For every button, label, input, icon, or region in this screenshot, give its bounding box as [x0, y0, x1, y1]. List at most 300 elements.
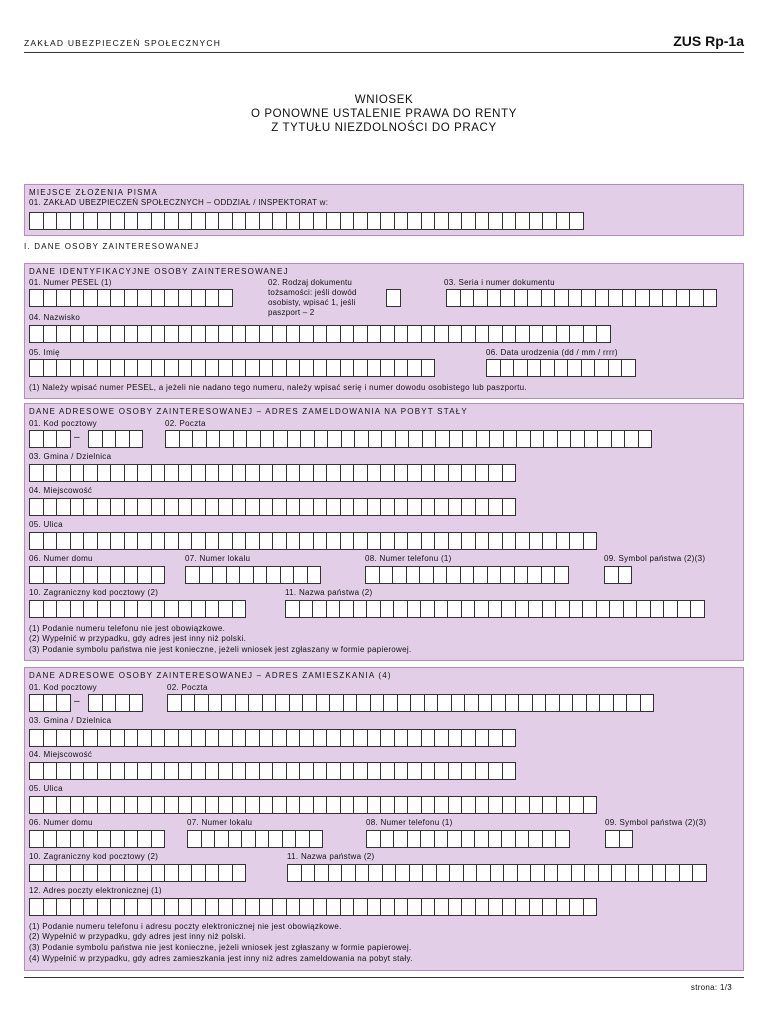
- char-box[interactable]: [56, 498, 71, 516]
- char-box[interactable]: [181, 694, 196, 712]
- char-box[interactable]: [368, 864, 383, 882]
- char-box[interactable]: [488, 898, 503, 916]
- char-box[interactable]: [690, 600, 705, 618]
- char-box[interactable]: [178, 325, 193, 343]
- char-box[interactable]: [151, 864, 166, 882]
- char-box[interactable]: [542, 796, 557, 814]
- char-box[interactable]: [56, 762, 71, 780]
- char-box[interactable]: [313, 898, 328, 916]
- char-box[interactable]: [83, 898, 98, 916]
- char-box[interactable]: [164, 498, 179, 516]
- char-box[interactable]: [137, 532, 152, 550]
- char-box[interactable]: [316, 694, 331, 712]
- char-box[interactable]: [393, 830, 408, 848]
- char-box[interactable]: [327, 430, 342, 448]
- char-box[interactable]: [286, 464, 301, 482]
- char-box[interactable]: [473, 289, 488, 307]
- char-box[interactable]: [124, 464, 139, 482]
- char-box[interactable]: [515, 325, 530, 343]
- char-box[interactable]: [43, 729, 58, 747]
- char-box[interactable]: [56, 325, 71, 343]
- char-box[interactable]: [299, 325, 314, 343]
- char-box[interactable]: [635, 289, 650, 307]
- char-box[interactable]: [502, 898, 517, 916]
- char-box[interactable]: [255, 830, 270, 848]
- char-box[interactable]: [205, 212, 220, 230]
- char-box[interactable]: [219, 430, 234, 448]
- addr2-country-name-input[interactable]: [287, 864, 706, 882]
- char-box[interactable]: [151, 359, 166, 377]
- char-box[interactable]: [70, 600, 85, 618]
- char-box[interactable]: [110, 532, 125, 550]
- place-field-input[interactable]: [29, 212, 583, 230]
- char-box[interactable]: [583, 532, 598, 550]
- char-box[interactable]: [272, 325, 287, 343]
- char-box[interactable]: [83, 359, 98, 377]
- char-box[interactable]: [488, 498, 503, 516]
- char-box[interactable]: [97, 212, 112, 230]
- char-box[interactable]: [191, 464, 206, 482]
- char-box[interactable]: [340, 359, 355, 377]
- addr1-phone-input[interactable]: [365, 566, 568, 584]
- char-box[interactable]: [233, 430, 248, 448]
- char-box[interactable]: [56, 898, 71, 916]
- char-box[interactable]: [527, 289, 542, 307]
- char-box[interactable]: [29, 600, 44, 618]
- char-box[interactable]: [214, 830, 229, 848]
- char-box[interactable]: [604, 566, 619, 584]
- char-box[interactable]: [461, 600, 476, 618]
- char-box[interactable]: [408, 430, 423, 448]
- char-box[interactable]: [164, 359, 179, 377]
- char-box[interactable]: [226, 566, 241, 584]
- char-box[interactable]: [307, 566, 322, 584]
- char-box[interactable]: [407, 212, 422, 230]
- char-box[interactable]: [622, 289, 637, 307]
- char-box[interactable]: [554, 359, 569, 377]
- char-box[interactable]: [461, 532, 476, 550]
- char-box[interactable]: [582, 600, 597, 618]
- char-box[interactable]: [178, 864, 193, 882]
- char-box[interactable]: [164, 464, 179, 482]
- char-box[interactable]: [191, 498, 206, 516]
- char-box[interactable]: [191, 359, 206, 377]
- char-box[interactable]: [83, 566, 98, 584]
- char-box[interactable]: [218, 325, 233, 343]
- char-box[interactable]: [353, 325, 368, 343]
- char-box[interactable]: [556, 325, 571, 343]
- char-box[interactable]: [530, 430, 545, 448]
- char-box[interactable]: [340, 498, 355, 516]
- char-box[interactable]: [326, 729, 341, 747]
- char-box[interactable]: [29, 359, 44, 377]
- char-box[interactable]: [70, 212, 85, 230]
- char-box[interactable]: [570, 430, 585, 448]
- char-box[interactable]: [245, 359, 260, 377]
- pesel-input[interactable]: [29, 289, 232, 307]
- char-box[interactable]: [272, 212, 287, 230]
- char-box[interactable]: [218, 464, 233, 482]
- char-box[interactable]: [286, 325, 301, 343]
- char-box[interactable]: [356, 694, 371, 712]
- char-box[interactable]: [43, 289, 58, 307]
- char-box[interactable]: [554, 289, 569, 307]
- char-box[interactable]: [43, 498, 58, 516]
- char-box[interactable]: [218, 532, 233, 550]
- char-box[interactable]: [201, 830, 216, 848]
- char-box[interactable]: [110, 729, 125, 747]
- char-box[interactable]: [638, 430, 653, 448]
- char-box[interactable]: [206, 430, 221, 448]
- char-box[interactable]: [151, 796, 166, 814]
- addr2-postcode-part1-input[interactable]: [29, 694, 70, 712]
- char-box[interactable]: [232, 762, 247, 780]
- char-box[interactable]: [245, 898, 260, 916]
- char-box[interactable]: [434, 498, 449, 516]
- char-box[interactable]: [449, 430, 464, 448]
- char-box[interactable]: [340, 796, 355, 814]
- char-box[interactable]: [434, 762, 449, 780]
- char-box[interactable]: [662, 289, 677, 307]
- char-box[interactable]: [70, 796, 85, 814]
- char-box[interactable]: [367, 212, 382, 230]
- char-box[interactable]: [421, 532, 436, 550]
- char-box[interactable]: [110, 566, 125, 584]
- char-box[interactable]: [598, 864, 613, 882]
- char-box[interactable]: [56, 532, 71, 550]
- char-box[interactable]: [584, 864, 599, 882]
- char-box[interactable]: [124, 325, 139, 343]
- char-box[interactable]: [151, 498, 166, 516]
- char-box[interactable]: [70, 830, 85, 848]
- char-box[interactable]: [43, 566, 58, 584]
- char-box[interactable]: [421, 212, 436, 230]
- char-box[interactable]: [394, 325, 409, 343]
- char-box[interactable]: [394, 498, 409, 516]
- char-box[interactable]: [151, 566, 166, 584]
- char-box[interactable]: [273, 430, 288, 448]
- char-box[interactable]: [355, 864, 370, 882]
- char-box[interactable]: [446, 566, 461, 584]
- char-box[interactable]: [272, 796, 287, 814]
- char-box[interactable]: [394, 532, 409, 550]
- char-box[interactable]: [218, 600, 233, 618]
- char-box[interactable]: [110, 212, 125, 230]
- char-box[interactable]: [110, 498, 125, 516]
- char-box[interactable]: [83, 796, 98, 814]
- addr1-postcode-part2-input[interactable]: [88, 430, 142, 448]
- char-box[interactable]: [514, 289, 529, 307]
- char-box[interactable]: [110, 762, 125, 780]
- char-box[interactable]: [341, 864, 356, 882]
- char-box[interactable]: [70, 762, 85, 780]
- char-box[interactable]: [502, 532, 517, 550]
- char-box[interactable]: [218, 864, 233, 882]
- char-box[interactable]: [187, 830, 202, 848]
- char-box[interactable]: [381, 430, 396, 448]
- addr1-post-input[interactable]: [165, 430, 651, 448]
- char-box[interactable]: [421, 762, 436, 780]
- addr2-street-input[interactable]: [29, 796, 596, 814]
- char-box[interactable]: [232, 464, 247, 482]
- char-box[interactable]: [502, 325, 517, 343]
- char-box[interactable]: [326, 600, 341, 618]
- char-box[interactable]: [259, 359, 274, 377]
- char-box[interactable]: [29, 864, 44, 882]
- char-box[interactable]: [501, 830, 516, 848]
- char-box[interactable]: [205, 898, 220, 916]
- char-box[interactable]: [83, 325, 98, 343]
- char-box[interactable]: [434, 464, 449, 482]
- char-box[interactable]: [556, 898, 571, 916]
- char-box[interactable]: [516, 430, 531, 448]
- char-box[interactable]: [380, 796, 395, 814]
- char-box[interactable]: [286, 359, 301, 377]
- char-box[interactable]: [199, 566, 214, 584]
- char-box[interactable]: [502, 498, 517, 516]
- char-box[interactable]: [70, 289, 85, 307]
- char-box[interactable]: [29, 430, 44, 448]
- char-box[interactable]: [137, 830, 152, 848]
- char-box[interactable]: [542, 830, 557, 848]
- char-box[interactable]: [556, 532, 571, 550]
- char-box[interactable]: [586, 694, 601, 712]
- char-box[interactable]: [365, 566, 380, 584]
- char-box[interactable]: [461, 212, 476, 230]
- char-box[interactable]: [488, 212, 503, 230]
- char-box[interactable]: [340, 762, 355, 780]
- char-box[interactable]: [124, 729, 139, 747]
- char-box[interactable]: [569, 325, 584, 343]
- char-box[interactable]: [542, 212, 557, 230]
- char-box[interactable]: [70, 898, 85, 916]
- char-box[interactable]: [124, 212, 139, 230]
- char-box[interactable]: [208, 694, 223, 712]
- char-box[interactable]: [367, 532, 382, 550]
- char-box[interactable]: [232, 359, 247, 377]
- char-box[interactable]: [110, 864, 125, 882]
- char-box[interactable]: [340, 325, 355, 343]
- char-box[interactable]: [339, 600, 354, 618]
- char-box[interactable]: [462, 430, 477, 448]
- char-box[interactable]: [102, 430, 117, 448]
- char-box[interactable]: [124, 289, 139, 307]
- char-box[interactable]: [340, 729, 355, 747]
- char-box[interactable]: [532, 694, 547, 712]
- char-box[interactable]: [618, 566, 633, 584]
- char-box[interactable]: [367, 325, 382, 343]
- char-box[interactable]: [239, 566, 254, 584]
- char-box[interactable]: [394, 464, 409, 482]
- char-box[interactable]: [581, 359, 596, 377]
- char-box[interactable]: [421, 898, 436, 916]
- char-box[interactable]: [191, 532, 206, 550]
- char-box[interactable]: [272, 898, 287, 916]
- char-box[interactable]: [406, 566, 421, 584]
- char-box[interactable]: [420, 600, 435, 618]
- char-box[interactable]: [194, 694, 209, 712]
- char-box[interactable]: [178, 898, 193, 916]
- char-box[interactable]: [164, 212, 179, 230]
- char-box[interactable]: [703, 289, 718, 307]
- char-box[interactable]: [544, 864, 559, 882]
- char-box[interactable]: [448, 762, 463, 780]
- char-box[interactable]: [205, 532, 220, 550]
- char-box[interactable]: [353, 600, 368, 618]
- char-box[interactable]: [129, 430, 144, 448]
- char-box[interactable]: [621, 359, 636, 377]
- char-box[interactable]: [191, 325, 206, 343]
- char-box[interactable]: [29, 898, 44, 916]
- char-box[interactable]: [212, 566, 227, 584]
- char-box[interactable]: [554, 566, 569, 584]
- char-box[interactable]: [29, 498, 44, 516]
- char-box[interactable]: [192, 430, 207, 448]
- char-box[interactable]: [232, 532, 247, 550]
- char-box[interactable]: [245, 729, 260, 747]
- char-box[interactable]: [124, 566, 139, 584]
- char-box[interactable]: [515, 212, 530, 230]
- char-box[interactable]: [29, 729, 44, 747]
- char-box[interactable]: [124, 898, 139, 916]
- char-box[interactable]: [314, 430, 329, 448]
- char-box[interactable]: [259, 796, 274, 814]
- char-box[interactable]: [326, 762, 341, 780]
- char-box[interactable]: [380, 359, 395, 377]
- char-box[interactable]: [29, 566, 44, 584]
- addr1-street-input[interactable]: [29, 532, 596, 550]
- char-box[interactable]: [460, 566, 475, 584]
- char-box[interactable]: [625, 864, 640, 882]
- char-box[interactable]: [313, 498, 328, 516]
- char-box[interactable]: [299, 359, 314, 377]
- char-box[interactable]: [97, 498, 112, 516]
- char-box[interactable]: [245, 498, 260, 516]
- char-box[interactable]: [326, 898, 341, 916]
- char-box[interactable]: [463, 864, 478, 882]
- char-box[interactable]: [178, 289, 193, 307]
- char-box[interactable]: [178, 729, 193, 747]
- char-box[interactable]: [367, 762, 382, 780]
- char-box[interactable]: [353, 212, 368, 230]
- char-box[interactable]: [245, 212, 260, 230]
- char-box[interactable]: [380, 464, 395, 482]
- char-box[interactable]: [124, 532, 139, 550]
- char-box[interactable]: [218, 796, 233, 814]
- char-box[interactable]: [583, 898, 598, 916]
- char-box[interactable]: [137, 498, 152, 516]
- char-box[interactable]: [397, 694, 412, 712]
- char-box[interactable]: [556, 212, 571, 230]
- char-box[interactable]: [366, 600, 381, 618]
- char-box[interactable]: [164, 796, 179, 814]
- char-box[interactable]: [137, 898, 152, 916]
- char-box[interactable]: [259, 532, 274, 550]
- char-box[interactable]: [97, 762, 112, 780]
- char-box[interactable]: [476, 864, 491, 882]
- char-box[interactable]: [232, 796, 247, 814]
- char-box[interactable]: [56, 430, 71, 448]
- char-box[interactable]: [218, 898, 233, 916]
- char-box[interactable]: [326, 796, 341, 814]
- char-box[interactable]: [421, 796, 436, 814]
- birth-date-input[interactable]: [486, 359, 635, 377]
- char-box[interactable]: [97, 325, 112, 343]
- char-box[interactable]: [380, 325, 395, 343]
- char-box[interactable]: [383, 694, 398, 712]
- char-box[interactable]: [542, 898, 557, 916]
- char-box[interactable]: [460, 289, 475, 307]
- char-box[interactable]: [151, 762, 166, 780]
- char-box[interactable]: [164, 325, 179, 343]
- char-box[interactable]: [43, 694, 58, 712]
- char-box[interactable]: [380, 498, 395, 516]
- char-box[interactable]: [286, 729, 301, 747]
- char-box[interactable]: [679, 864, 694, 882]
- char-box[interactable]: [300, 430, 315, 448]
- char-box[interactable]: [461, 898, 476, 916]
- char-box[interactable]: [555, 600, 570, 618]
- char-box[interactable]: [559, 694, 574, 712]
- char-box[interactable]: [129, 694, 144, 712]
- char-box[interactable]: [623, 600, 638, 618]
- char-box[interactable]: [232, 729, 247, 747]
- char-box[interactable]: [313, 762, 328, 780]
- char-box[interactable]: [652, 864, 667, 882]
- char-box[interactable]: [500, 359, 515, 377]
- char-box[interactable]: [83, 830, 98, 848]
- char-box[interactable]: [395, 864, 410, 882]
- char-box[interactable]: [407, 498, 422, 516]
- char-box[interactable]: [83, 600, 98, 618]
- char-box[interactable]: [124, 864, 139, 882]
- char-box[interactable]: [596, 325, 611, 343]
- addr1-country-name-input[interactable]: [285, 600, 704, 618]
- char-box[interactable]: [205, 796, 220, 814]
- char-box[interactable]: [581, 289, 596, 307]
- char-box[interactable]: [83, 729, 98, 747]
- char-box[interactable]: [380, 212, 395, 230]
- char-box[interactable]: [500, 289, 515, 307]
- char-box[interactable]: [556, 796, 571, 814]
- char-box[interactable]: [583, 796, 598, 814]
- char-box[interactable]: [557, 864, 572, 882]
- char-box[interactable]: [205, 498, 220, 516]
- char-box[interactable]: [165, 430, 180, 448]
- char-box[interactable]: [137, 289, 152, 307]
- char-box[interactable]: [488, 532, 503, 550]
- char-box[interactable]: [272, 464, 287, 482]
- char-box[interactable]: [70, 325, 85, 343]
- char-box[interactable]: [97, 566, 112, 584]
- char-box[interactable]: [313, 359, 328, 377]
- char-box[interactable]: [110, 325, 125, 343]
- char-box[interactable]: [530, 864, 545, 882]
- char-box[interactable]: [636, 600, 651, 618]
- char-box[interactable]: [286, 212, 301, 230]
- addr2-country-symbol-input[interactable]: [605, 830, 632, 848]
- char-box[interactable]: [461, 464, 476, 482]
- char-box[interactable]: [447, 600, 462, 618]
- addr1-foreign-postcode-input[interactable]: [29, 600, 245, 618]
- char-box[interactable]: [259, 325, 274, 343]
- char-box[interactable]: [421, 498, 436, 516]
- char-box[interactable]: [518, 694, 533, 712]
- char-box[interactable]: [421, 359, 436, 377]
- char-box[interactable]: [541, 566, 556, 584]
- addr2-city-input[interactable]: [29, 762, 515, 780]
- char-box[interactable]: [164, 729, 179, 747]
